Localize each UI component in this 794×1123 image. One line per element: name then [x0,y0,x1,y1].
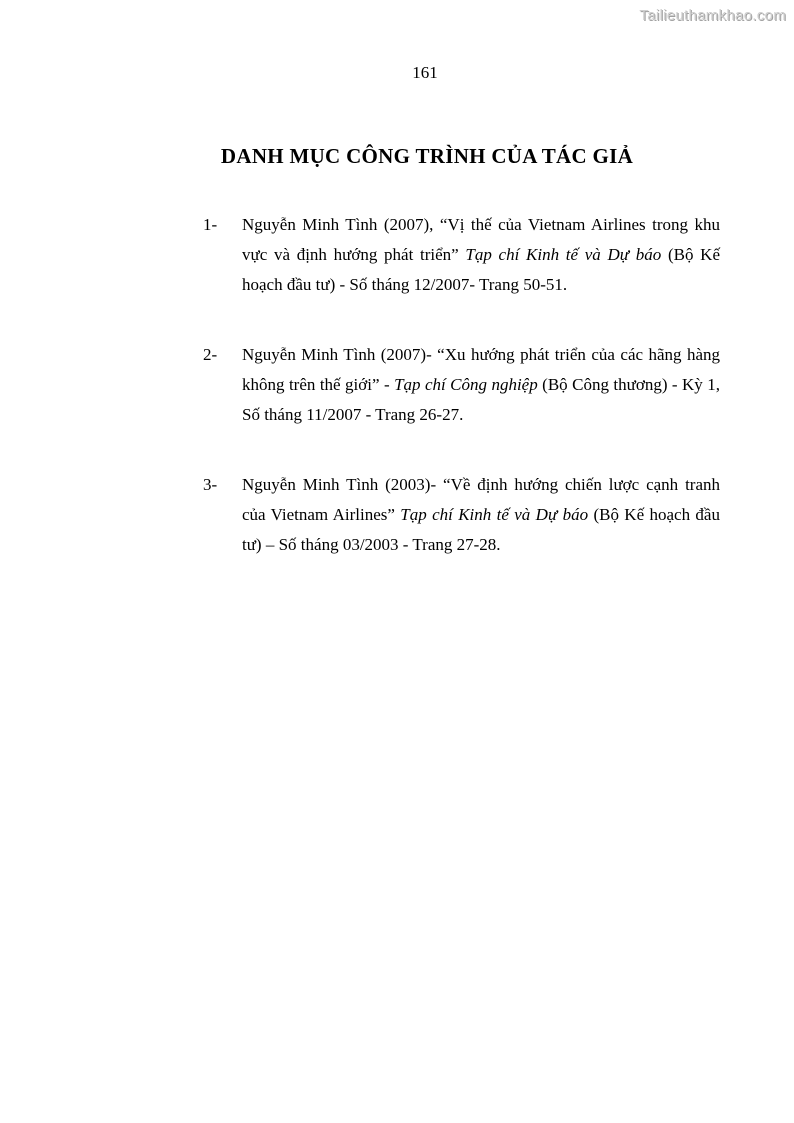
publication-details: (Bộ Kế hoạch đầu tư) – Số tháng 03/2003 - Trang 27-28. [242,505,720,554]
journal-name: Tạp chí Kinh tế và Dự báo [400,505,589,524]
page-title: DANH MỤC CÔNG TRÌNH CỦA TÁC GIẢ [220,144,634,169]
journal-name: Tạp chí Công nghiệp [394,375,538,394]
publication-text: Nguyễn Minh Tình (2007)- “Xu hướng phát triển của các hãng hàng không trên thế giới” - [242,345,720,394]
publication-details: (Bộ Công thương) - Kỳ 1, Số tháng 11/2007 - Trang 26-27. [242,375,721,424]
publication-number: 1- [203,215,218,234]
journal-name: Tạp chí Kinh tế và Dự báo [465,245,662,264]
watermark-site-label: Tailieuthamkhao.com [639,7,786,24]
publication-number: 2- [203,345,218,364]
publication-number: 3- [203,475,218,494]
publication-list [203,210,720,600]
publication-text: Nguyễn Minh Tình (2003)- “Về định hướng chiến lược cạnh tranh của Vietnam Airlines” [242,475,720,524]
publication-item-3 [203,470,720,560]
publication-text: Nguyễn Minh Tình (2007), “Vị thế của Vietnam Airlines trong khu vực và định hướng phát triển” [242,215,720,264]
publication-item-2 [203,340,720,430]
publication-details: (Bộ Kế hoạch đầu tư) - Số tháng 12/2007- Trang 50-51. [242,245,720,294]
page-number: 161 [412,63,438,82]
publication-item-1 [203,210,720,300]
